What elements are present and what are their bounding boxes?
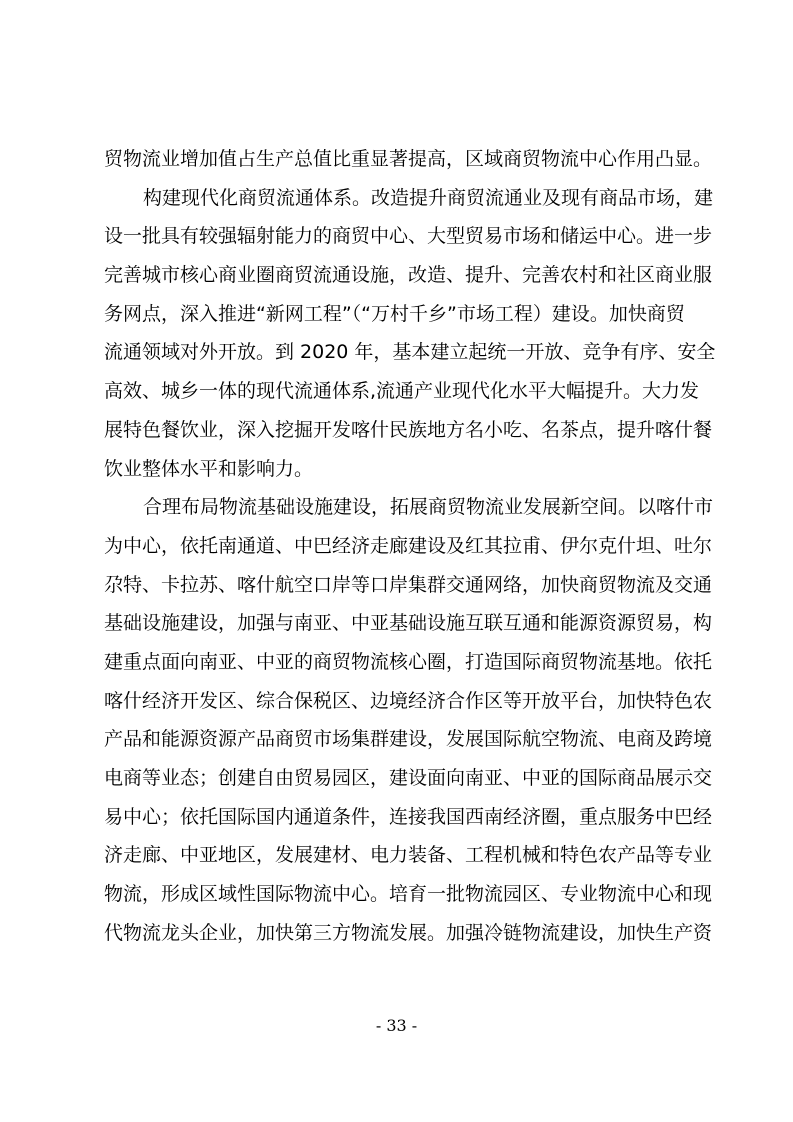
text-line: 设一批具有较强辐射能力的商贸中心、大型贸易市场和储运中心。进一步 bbox=[104, 225, 713, 248]
text-line: 饮业整体水平和影响力。 bbox=[104, 457, 314, 480]
text-line: 电商等业态；创建自由贸易园区，建设面向南亚、中亚的国际商品展示交 bbox=[104, 767, 713, 789]
text-line: 产品和能源资源产品商贸市场集群建设，发展国际航空物流、电商及跨境 bbox=[104, 728, 713, 751]
text-line: 济走廊、中亚地区，发展建材、电力装备、工程机械和特色农产品等专业 bbox=[104, 844, 713, 867]
text-line: 基础设施建设，加强与南亚、中亚基础设施互联互通和能源资源贸易，构 bbox=[104, 612, 713, 635]
text-line: 为中心，依托南通道、中巴经济走廊建设及红其拉甫、伊尔克什坦、吐尔 bbox=[104, 534, 713, 557]
paragraph-first-line: 合理布局物流基础设施建设，拓展商贸物流业发展新空间。以喀什市 bbox=[143, 496, 714, 519]
body-text bbox=[104, 140, 716, 952]
text-line: 代物流龙头企业，加快第三方物流发展。加强冷链物流建设，加快生产资 bbox=[104, 921, 713, 944]
text-line: 建重点面向南亚、中亚的商贸物流核心圈，打造国际商贸物流基地。依托 bbox=[104, 650, 713, 673]
page-number: - 33 - bbox=[375, 1016, 418, 1035]
text-line: 高效、城乡一体的现代流通体系,流通产业现代化水平大幅提升。大力发 bbox=[104, 380, 700, 403]
text-line: 物流，形成区域性国际物流中心。培育一批物流园区、专业物流中心和现 bbox=[104, 883, 713, 906]
text-line: 完善城市核心商业圈商贸流通设施，改造、提升、完善农村和社区商业服 bbox=[104, 264, 713, 287]
paragraph-first-line: 构建现代化商贸流通体系。改造提升商贸流通业及现有商品市场，建 bbox=[143, 186, 714, 209]
text-line: 贸物流业增加值占生产总值比重显著提高，区域商贸物流中心作用凸显。 bbox=[104, 148, 713, 170]
text-line: 展特色餐饮业，深入挖掘开发喀什民族地方名小吃、名茶点，提升喀什餐 bbox=[104, 418, 713, 441]
text-line: 易中心；依托国际国内通道条件，连接我国西南经济圈，重点服务中巴经 bbox=[104, 805, 713, 828]
text-line: 务网点，深入推进“新网工程”（“万村千乡”市场工程）建设。加快商贸 bbox=[104, 302, 685, 325]
text-line: 流通领域对外开放。到 2020 年，基本建立起统一开放、竞争有序、安全 bbox=[104, 341, 716, 364]
text-line: 尕特、卡拉苏、喀什航空口岸等口岸集群交通网络，加快商贸物流及交通 bbox=[104, 573, 713, 596]
text-line: 喀什经济开发区、综合保税区、边境经济合作区等开放平台，加快特色农 bbox=[104, 689, 713, 712]
